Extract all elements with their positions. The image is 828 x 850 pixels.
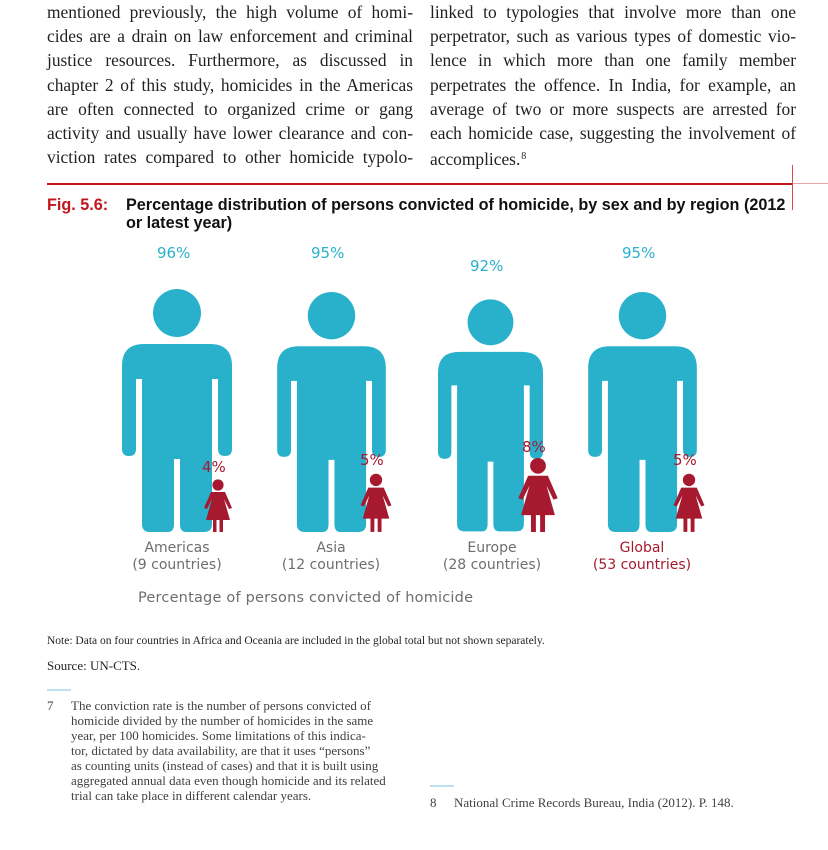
body-text-right-column bbox=[430, 0, 796, 171]
footnote-line: homicide divided by the number of homicides in the same bbox=[71, 713, 374, 728]
body-text-line: viction rates compared to other homicide typolo- bbox=[47, 147, 413, 168]
region-label bbox=[256, 540, 406, 574]
footnote-marker[interactable]: 8 bbox=[521, 151, 527, 163]
region-name: Americas bbox=[144, 540, 210, 556]
footnote-rule-left bbox=[47, 689, 71, 691]
figure-title: Percentage distribution of persons convicted of homicide, by sex and by region (2012 or latest year) bbox=[126, 196, 786, 232]
region-label bbox=[102, 540, 252, 574]
figure-rule-tick bbox=[792, 165, 793, 210]
male-percentage-label: 95% bbox=[622, 244, 656, 262]
region-country-count: (53 countries) bbox=[592, 557, 692, 573]
male-percentage-label: 96% bbox=[157, 244, 191, 262]
figure-label: Fig. 5.6: bbox=[47, 196, 109, 214]
body-text-line-content: accomplices. bbox=[430, 149, 521, 170]
body-text-line: chapter 2 of this study, homicides in the Americas bbox=[47, 74, 413, 95]
region-name: Global bbox=[619, 540, 665, 556]
region-country-count: (12 countries) bbox=[281, 557, 381, 573]
footnote-line: National Crime Records Bureau, India (2012). P. 148. bbox=[454, 795, 734, 810]
body-text-line: justice resources. Furthermore, as discussed in bbox=[47, 50, 413, 71]
body-text-line: lence in which more than one family member bbox=[430, 50, 796, 71]
body-text-line: linked to typologies that involve more than one bbox=[430, 2, 796, 22]
footnote-line: aggregated annual data even though homicide and its related bbox=[71, 773, 386, 788]
body-text-line: activity and usually have lower clearance and con- bbox=[47, 123, 413, 144]
region-label bbox=[567, 540, 717, 574]
body-text-line: mentioned previously, the high volume of homi- bbox=[47, 2, 413, 22]
female-figure-icon bbox=[199, 478, 237, 532]
footnote-text bbox=[71, 698, 411, 803]
male-percentage-label: 92% bbox=[470, 257, 504, 275]
figure-top-rule bbox=[47, 183, 793, 185]
female-figure-icon bbox=[355, 472, 397, 532]
footnote-rule-right bbox=[430, 785, 454, 787]
footnote-line: tor, dictated by data availability, are that it uses “persons” bbox=[71, 743, 371, 758]
footnote-text bbox=[454, 795, 794, 810]
female-percentage-label: 5% bbox=[360, 451, 384, 469]
body-text-line: each homicide case, suggesting the involvement of bbox=[430, 123, 796, 144]
body-text-line: perpetrator, such as various types of domestic vio- bbox=[430, 26, 796, 47]
region-country-count: (28 countries) bbox=[442, 557, 542, 573]
body-text-line: cides are a drain on law enforcement and criminal bbox=[47, 26, 413, 47]
region-name: Europe bbox=[467, 540, 517, 556]
footnote-line: year, per 100 homicides. Some limitations of this indica- bbox=[71, 728, 366, 743]
footnote-line: as counting units (instead of cases) and that it is built using bbox=[71, 758, 379, 773]
female-figure-icon bbox=[511, 456, 565, 532]
figure-note: Note: Data on four countries in Africa and Oceania are included in the global total but not shown separately. bbox=[47, 635, 545, 647]
female-percentage-label: 5% bbox=[673, 451, 697, 469]
figure-source: Source: UN-CTS. bbox=[47, 658, 141, 673]
footnote-number: 8 bbox=[430, 795, 437, 810]
figure-rule-extension bbox=[793, 183, 828, 184]
body-text-line: perpetrates the offence. In India, for example, an bbox=[430, 74, 796, 95]
region-name: Asia bbox=[316, 540, 346, 556]
body-text-line bbox=[430, 145, 796, 171]
body-text-left-column bbox=[47, 0, 413, 169]
body-text-line: are often connected to organized crime or gang bbox=[47, 98, 413, 119]
female-percentage-label: 8% bbox=[522, 438, 546, 456]
footnote-line: The conviction rate is the number of persons convicted of bbox=[71, 698, 371, 713]
region-label bbox=[417, 540, 567, 574]
region-country-count: (9 countries) bbox=[132, 557, 222, 573]
body-text-line: average of two or more suspects are arrested for bbox=[430, 98, 796, 119]
male-percentage-label: 95% bbox=[311, 244, 345, 262]
footnote-line: trial can take place in different calendar years. bbox=[71, 788, 312, 803]
female-percentage-label: 4% bbox=[202, 458, 226, 476]
footnote-number: 7 bbox=[47, 698, 54, 713]
chart-axis-caption: Percentage of persons convicted of homicide bbox=[138, 590, 474, 606]
female-figure-icon bbox=[668, 472, 710, 532]
